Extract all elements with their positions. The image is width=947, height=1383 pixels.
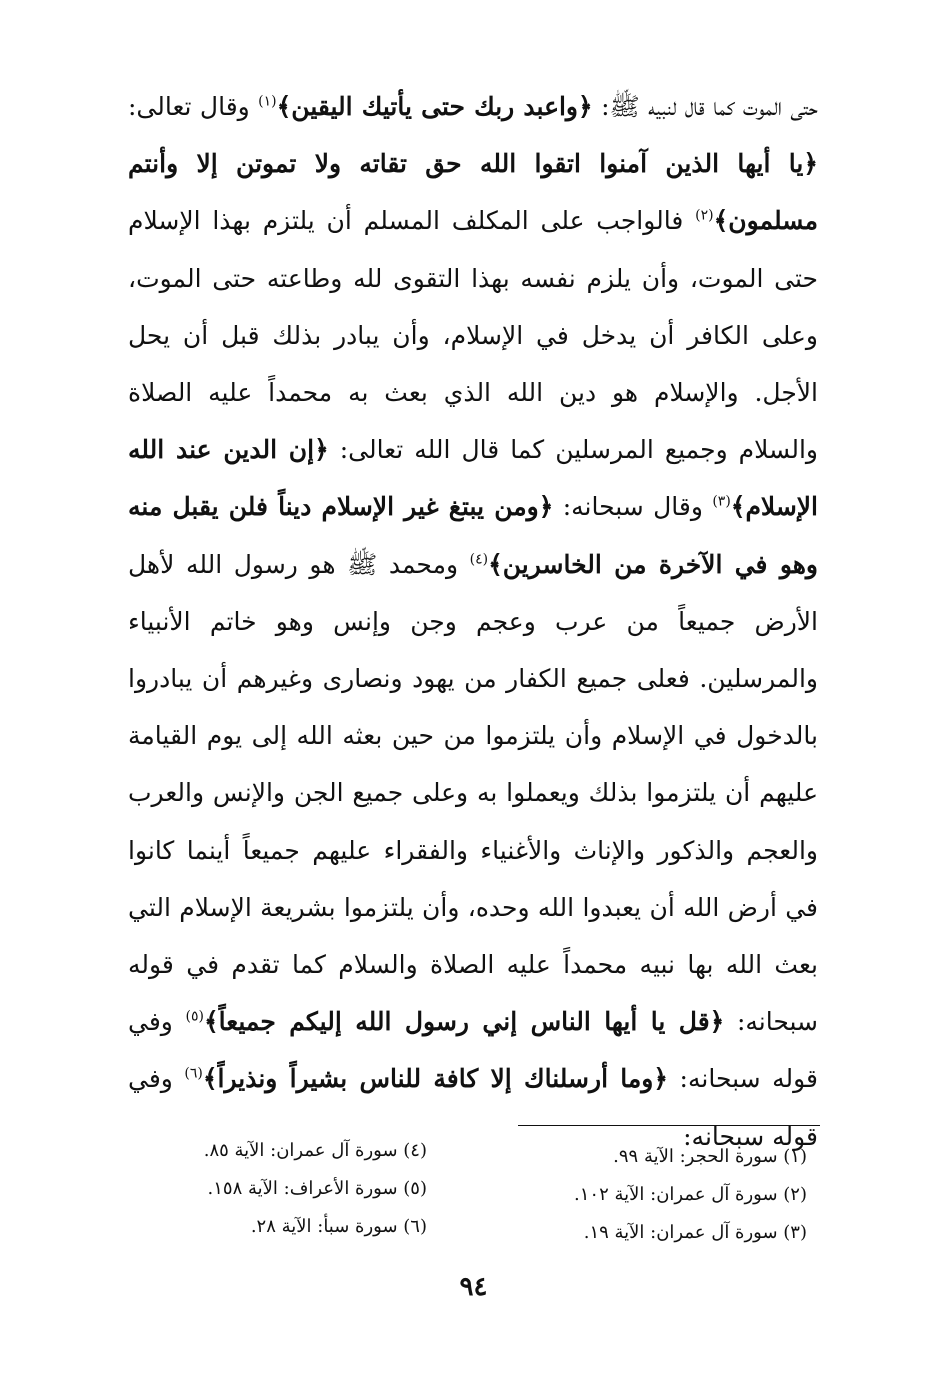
quran-quote: ﴿إن الدين عند الله الإسلام﴾ <box>128 435 818 522</box>
text-run: وقال تعالى: <box>128 92 259 121</box>
page-number: ٩٤ <box>459 1272 488 1302</box>
footnote-2: (٢) سورة آل عمران: الآية ١٠٢. <box>574 1184 807 1205</box>
footnote-reference: (٢) <box>695 208 714 225</box>
quran-quote: ﴿قل يا أيها الناس إني رسول الله إليكم جميعاً﴾ <box>204 1007 725 1037</box>
quran-quote: ﴿وما أرسلناك إلا كافة للناس بشيراً ونذيراً﴾ <box>202 1064 669 1094</box>
text-run: وفي قوله سبحانه: <box>128 1007 819 1094</box>
text-run: حتى الموت كما قال لنبيه ﷺ: <box>592 92 819 121</box>
footnote-reference: (٤) <box>469 551 489 568</box>
footnote-reference: (٣) <box>712 494 731 511</box>
footnote-4: (٤) سورة آل عمران: الآية ٨٥. <box>203 1140 427 1161</box>
footnote-separator <box>518 1125 820 1126</box>
footnote-3: (٣) سورة آل عمران: الآية ١٩. <box>583 1222 807 1243</box>
text-run: وفي قوله سبحانه: <box>128 1064 818 1151</box>
text-run: ومحمد ﷺ هو رسول الله لأهل الأرض جميعاً من عرب وعجم وجن وإنس وهو خاتم الأنبياء والمرسلين. فعلى جميع الكفار من يهود ونصارى وغيرهم أن يبادروا بالدخول في الإسلام وأن يلتزموا من حين بعثه الله إلى يوم القيامة عليهم أن يلتزموا بذلك ويعملوا به وعلى جميع الجن والإنس والعرب والعجم والذكور والإناث والأغنياء والفقراء عليهم جميعاً أينما كانوا في أرض الله أن يعبدوا الله وحده، وأن يلتزموا بشريعة الإسلام التي بعث الله بها نبيه محمداً عليه الصلاة والسلام كما تقدم في قوله سبحانه: <box>128 549 819 1037</box>
footnote-6: (٦) سورة سبأ: الآية ٢٨. <box>250 1216 427 1237</box>
footnotes-left-column <box>97 1132 427 1246</box>
footnote-reference: (٥) <box>185 1008 205 1025</box>
quran-quote: ﴿ومن يبتغ غير الإسلام ديناً فلن يقبل منه وهو في الآخرة من الخاسرين﴾ <box>128 492 819 579</box>
footnote-5: (٥) سورة الأعراف: الآية ١٥٨. <box>207 1178 427 1199</box>
quran-quote: ﴿يا أيها الذين آمنوا اتقوا الله حق تقاته ولا تموتن إلا وأنتم مسلمون﴾ <box>128 149 818 236</box>
footnote-reference: (١) <box>258 93 277 110</box>
footnote-reference: (٦) <box>184 1066 203 1083</box>
footnotes-right-column <box>477 1138 807 1252</box>
quran-quote: ﴿واعبد ربك حتى يأتيك اليقين﴾ <box>276 92 593 121</box>
text-run: وقال سبحانه: <box>553 492 713 522</box>
body-paragraph <box>128 78 818 1165</box>
footnote-1: (١) سورة الحجر: الآية ٩٩. <box>613 1146 807 1167</box>
text-run: فالواجب على المكلف المسلم أن يلتزم بهذا الإسلام حتى الموت، وأن يلزم نفسه بهذا التقوى لله وطاعته حتى الموت، وعلى الكافر أن يدخل في الإسلام، وأن يبادر بذلك قبل أن يحل الأجل. والإسلام هو دين الله الذي بعث به محمداً عليه الصلاة والسلام وجميع المرسلين كما قال الله تعالى: <box>128 206 818 465</box>
